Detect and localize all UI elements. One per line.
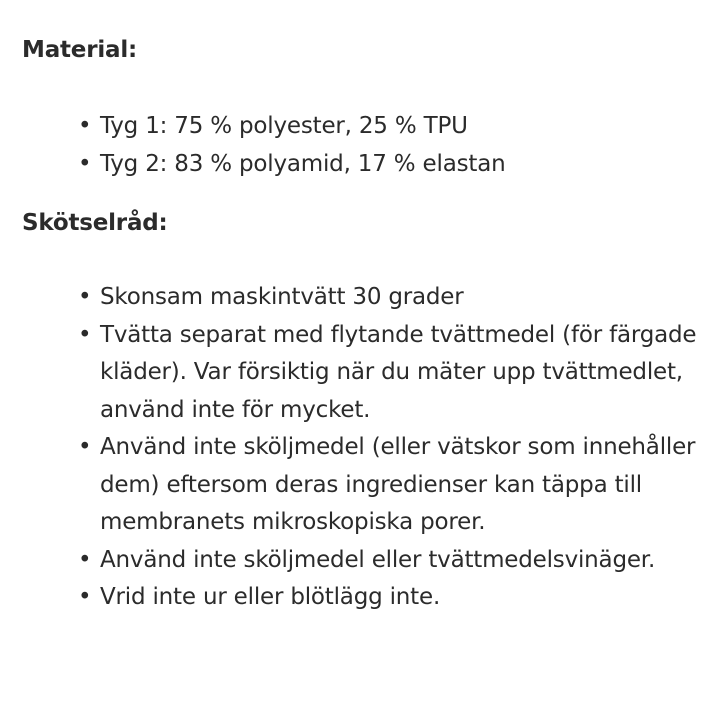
list-item: • Tyg 1: 75 % polyester, 25 % TPU [100, 108, 698, 146]
list-item: • Tvätta separat med flytande tvättmedel (för färgade kläder). Var försiktig när du mäter upp tvättmedlet, använd inte för mycket. [100, 317, 698, 430]
care-heading: Skötselråd: [22, 210, 168, 236]
list-item: • Skonsam maskintvätt 30 grader [100, 279, 698, 317]
list-item: • Använd inte sköljmedel (eller vätskor som innehåller dem) eftersom deras ingredienser kan täppa till membranets mikroskopiska porer. [100, 429, 698, 542]
list-item: • Tyg 2: 83 % polyamid, 17 % elastan [100, 146, 698, 184]
list-item: • Vrid inte ur eller blötlägg inte. [100, 579, 698, 617]
list-item: • Använd inte sköljmedel eller tvättmedelsvinäger. [100, 542, 698, 580]
care-instructions-list [22, 279, 698, 617]
material-heading: Material: [22, 37, 138, 63]
material-list [22, 108, 698, 183]
